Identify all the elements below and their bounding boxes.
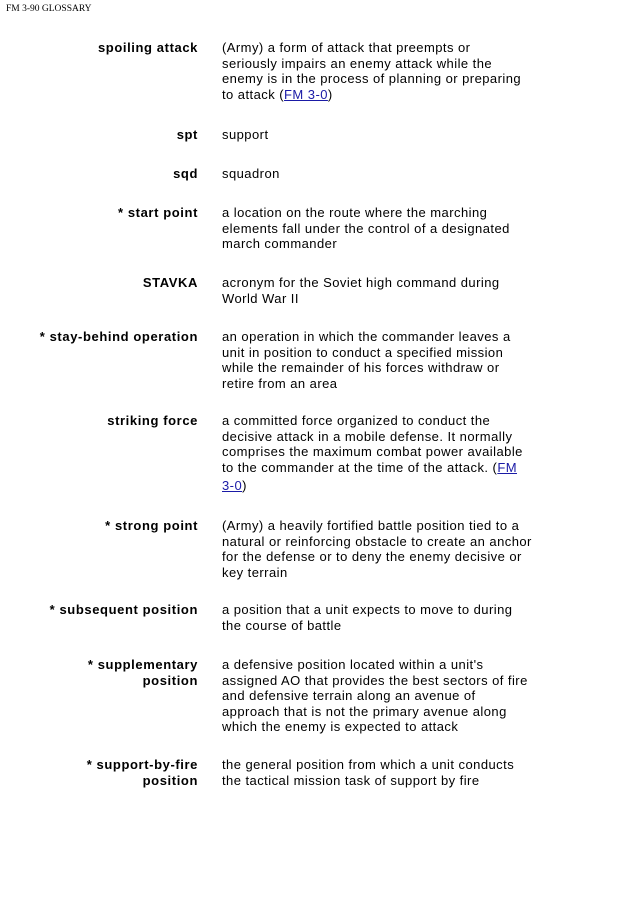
term-line: STAVKA	[142, 275, 198, 290]
term-line: * start point	[117, 205, 198, 220]
def-line: for the defense or to deny the enemy decisive or	[222, 549, 522, 564]
def-line: the tactical mission task of support by fire	[222, 772, 480, 788]
glossary-term	[107, 413, 198, 429]
def-line: elements fall under the control of a designated	[222, 220, 510, 236]
def-line: comprises the maximum combat power available	[222, 444, 523, 459]
def-text: to attack (	[222, 86, 285, 102]
running-head: FM 3-90 GLOSSARY	[6, 4, 92, 14]
def-text: to the commander at the time of the attack. (	[222, 459, 498, 475]
glossary-definition	[222, 127, 562, 143]
ref-suffix: )	[327, 86, 333, 102]
term-line: spt	[176, 127, 198, 142]
glossary-term	[143, 275, 198, 291]
term-line: * strong point	[105, 518, 198, 533]
glossary-definition	[222, 518, 562, 580]
glossary-term	[40, 329, 198, 345]
def-line-with-ref	[222, 87, 562, 103]
def-line: the general position from which a unit conducts	[222, 757, 515, 772]
glossary-term	[173, 166, 198, 182]
def-line: World War II	[222, 290, 299, 306]
def-line: which the enemy is expected to attack	[222, 719, 459, 734]
term-line: position	[142, 772, 198, 788]
def-line: acronym for the Soviet high command during	[222, 275, 500, 290]
glossary-term	[87, 757, 198, 788]
def-line: squadron	[222, 166, 280, 181]
def-line: assigned AO that provides the best sectors of fire	[222, 672, 528, 688]
glossary-definition	[222, 757, 562, 788]
glossary-definition	[222, 40, 562, 102]
def-line: support	[222, 127, 269, 142]
def-line: a committed force organized to conduct the	[222, 413, 491, 428]
reference-link-3-0[interactable]: 3-0	[222, 478, 243, 493]
def-line: march commander	[222, 236, 338, 251]
glossary-term	[50, 602, 198, 618]
term-line: spoiling attack	[97, 40, 198, 55]
def-line: a position that a unit expects to move to during	[222, 602, 513, 617]
def-line: approach that is not the primary avenue along	[222, 703, 507, 719]
def-line: unit in position to conduct a specified mission	[222, 344, 504, 360]
glossary-definition	[222, 657, 562, 735]
def-line: natural or reinforcing obstacle to create an anchor	[222, 533, 532, 549]
term-line: sqd	[173, 166, 198, 181]
glossary-term	[118, 205, 198, 221]
def-line: a location on the route where the marching	[222, 205, 488, 220]
reference-link-fm-3-0[interactable]: FM 3-0	[284, 86, 328, 102]
def-line-with-ref	[222, 460, 562, 476]
def-line: (Army) a form of attack that preempts or	[222, 40, 471, 55]
term-line: position	[142, 672, 198, 688]
def-line: an operation in which the commander leaves a	[222, 329, 511, 344]
def-line: enemy is in the process of planning or preparing	[222, 71, 522, 86]
def-line: a defensive position located within a unit's	[222, 657, 484, 672]
reference-link-fm[interactable]: FM	[497, 459, 517, 475]
def-line: key terrain	[222, 564, 288, 580]
def-line: seriously impairs an enemy attack while the	[222, 55, 493, 71]
def-line: retire from an area	[222, 375, 338, 391]
term-line: * stay-behind operation	[39, 329, 198, 344]
term-line: * supplementary	[87, 657, 198, 672]
def-line: and defensive terrain along an avenue of	[222, 688, 476, 703]
term-line: * subsequent position	[49, 602, 198, 617]
def-line: decisive attack in a mobile defense. It normally	[222, 428, 513, 444]
glossary-definition	[222, 275, 562, 306]
glossary-definition	[222, 602, 562, 633]
glossary-definition	[222, 166, 562, 182]
glossary-term	[177, 127, 198, 143]
ref-suffix: )	[242, 478, 247, 493]
glossary-definition	[222, 329, 562, 391]
term-line: striking force	[107, 413, 198, 428]
def-line: the course of battle	[222, 617, 342, 633]
def-line-with-ref	[222, 478, 562, 494]
glossary-term	[98, 40, 198, 56]
def-line: (Army) a heavily fortified battle position tied to a	[222, 518, 520, 533]
glossary-definition	[222, 205, 562, 252]
glossary-term	[105, 518, 198, 534]
glossary-definition	[222, 413, 562, 494]
term-line: * support-by-fire	[86, 757, 198, 772]
glossary-term	[88, 657, 198, 688]
def-line: while the remainder of his forces withdraw or	[222, 360, 500, 375]
